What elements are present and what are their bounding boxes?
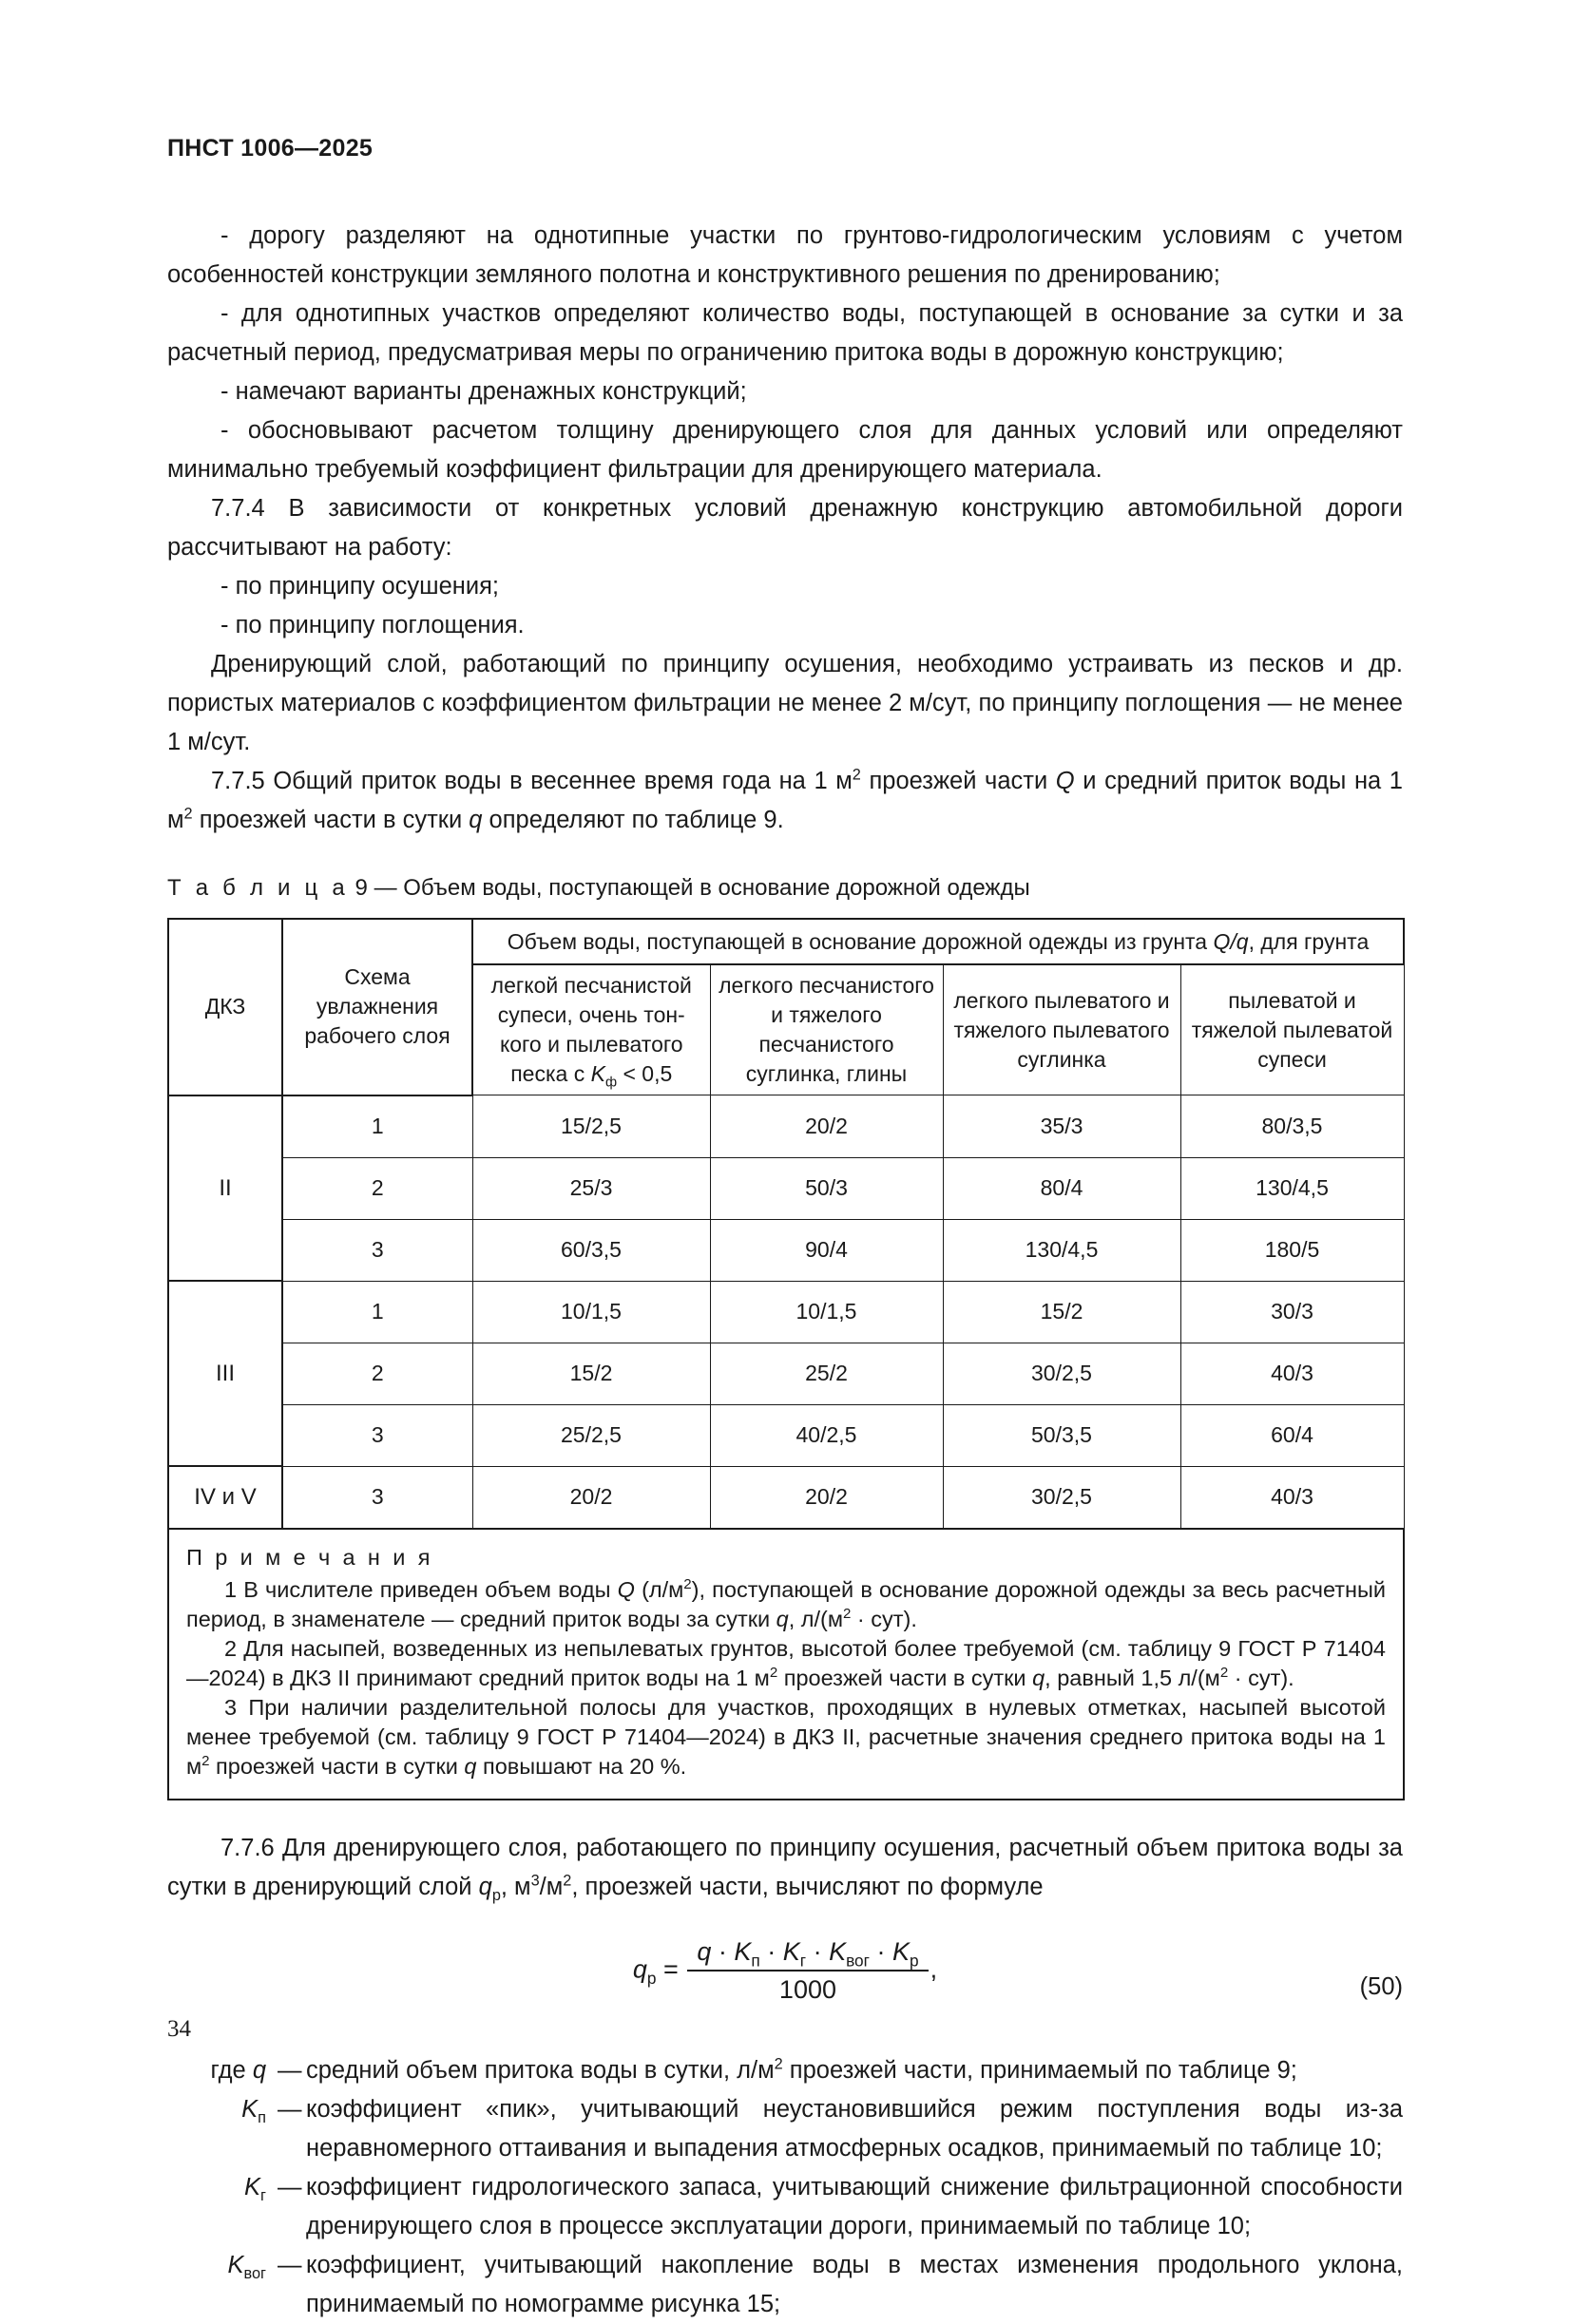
cell-value-2: 10/1,5 (710, 1281, 943, 1343)
page-header: ПНСТ 1006—2025 (167, 135, 374, 162)
soil1-line4-post: < 0,5 (617, 1061, 673, 1086)
clause-776-d: , проезжей части, вычисляют по формуле (571, 1873, 1044, 1900)
variable-K: K (590, 1061, 605, 1086)
cell-value-1: 60/3,5 (472, 1219, 710, 1281)
cell-value-2: 20/2 (710, 1095, 943, 1158)
superscript-two: 2 (1219, 1664, 1229, 1681)
definition-dash: — (278, 2056, 302, 2084)
cell-value-1: 10/1,5 (472, 1281, 710, 1343)
variable-q: q (1032, 1665, 1045, 1690)
definition-term (167, 2090, 278, 2168)
definition-term (167, 2168, 278, 2246)
variable-K-vog: K (829, 1936, 847, 1966)
cell-dkz-group-45: IV и V (168, 1466, 282, 1529)
cell-value-3: 35/3 (943, 1095, 1180, 1158)
formula-lhs-sub: р (646, 1968, 657, 1988)
cell-value-4: 130/4,5 (1180, 1157, 1404, 1219)
table-9 (167, 918, 1405, 1800)
header-span-pre: Объем воды, поступающей в основание дорожной одежды из грунта (507, 929, 1214, 954)
cell-value-2: 25/2 (710, 1343, 943, 1404)
cell-dkz-group-2: II (168, 1095, 282, 1282)
variable-K-p: K (734, 1936, 752, 1966)
cell-value-4: 180/5 (1180, 1219, 1404, 1281)
subscript-p: п (751, 1950, 760, 1970)
definition-description: коэффициент гидрологического запаса, учитывающий снижение фильтрационной способности дренирующего слоя в процессе эксплуатации дороги, принимаемый по таблице 10; (306, 2173, 1403, 2239)
cell-value-1: 25/2,5 (472, 1404, 710, 1466)
bullet-item-5: - по принципу осушения; (220, 573, 500, 600)
cell-value-2: 40/2,5 (710, 1404, 943, 1466)
definition-dash: — (278, 2251, 302, 2278)
notes-title: П р и м е ч а н и я (186, 1544, 433, 1570)
cell-value-4: 40/3 (1180, 1343, 1404, 1404)
variable-K: K (227, 2251, 244, 2278)
cell-scheme: 3 (282, 1219, 472, 1281)
note3-c: повышают на 20 %. (476, 1753, 687, 1779)
note1-a: 1 В числителе приведен объем воды (224, 1576, 618, 1602)
cell-value-1: 25/3 (472, 1157, 710, 1219)
cell-dkz-group-3: III (168, 1281, 282, 1466)
subscript-p: п (258, 2108, 266, 2126)
cell-value-4: 40/3 (1180, 1466, 1404, 1529)
clause-775-part-b: проезжей части (860, 768, 1056, 794)
cell-value-3: 130/4,5 (943, 1219, 1180, 1281)
definition-item-Kg (167, 2168, 1403, 2246)
header-span-qq: Q/q (1213, 929, 1249, 954)
formula-50-block (167, 1932, 1403, 2030)
definition-dash: — (278, 2173, 302, 2200)
note1-b: (л/м (634, 1576, 684, 1602)
table-row (168, 1095, 1404, 1158)
cell-value-3: 50/3,5 (943, 1404, 1180, 1466)
table-row (168, 1219, 1404, 1281)
subscript-vog: вог (243, 2264, 266, 2282)
note2-b: проезжей части в сутки (777, 1665, 1033, 1690)
subscript-g: г (799, 1950, 807, 1970)
header-cell-dkz: ДКЗ (168, 919, 282, 1095)
bullet-item-1: - дорогу разделяют на однотипные участки по грунтово-гидрологическим условиям с учетом особенностей конструкции земляного полотна и конструктивного решения по дренированию; (167, 222, 1403, 288)
table-notes-row (168, 1529, 1404, 1800)
clause-776-b: , м (500, 1873, 531, 1900)
soil1-line2: супеси, очень тон- (497, 1002, 685, 1027)
variable-K: K (244, 2173, 261, 2200)
note-1 (186, 1575, 1386, 1634)
superscript-two: 2 (683, 1575, 692, 1592)
header-cell-volume-span (472, 919, 1404, 964)
operator-dot-2: · (759, 1936, 783, 1966)
formula-denominator: 1000 (778, 1974, 836, 2004)
subscript-p: р (491, 1886, 501, 1904)
definition-desc-a: средний объем притока воды в сутки, л/м (306, 2056, 775, 2084)
cell-scheme: 1 (282, 1095, 472, 1158)
cell-value-1: 20/2 (472, 1466, 710, 1529)
clause-7-7-4: 7.7.4 В зависимости от конкретных условий дренажную конструкцию автомобильной дороги рассчитывают на работу: (167, 495, 1403, 561)
clause-775-part-a: 7.7.5 Общий приток воды в весеннее время года на 1 м (211, 768, 853, 794)
variable-q: q (464, 1753, 477, 1779)
note1-e: · сут). (851, 1606, 917, 1631)
definition-desc-b: проезжей части, принимаемый по таблице 9; (782, 2056, 1297, 2084)
formula-50 (167, 1937, 1403, 2005)
superscript-two: 2 (201, 1752, 210, 1769)
bullet-item-6: - по принципу поглощения. (220, 612, 525, 638)
superscript-two: 2 (843, 1605, 852, 1622)
note1-d: , л/(м (788, 1606, 844, 1631)
clause-775-part-e: проезжей части в сутки (192, 807, 470, 833)
subscript-r: р (909, 1950, 919, 1970)
formula-fraction (687, 1937, 928, 2005)
variable-Q: Q (1055, 768, 1075, 794)
note3-a: 3 При наличии разделительной полосы для участков, проходящих в нулевых отметках, насыпей высотой менее требуемой (см. таблицу 9 ГОСТ Р 71404—2024) в ДКЗ II, расчетные значения среднего притока воды на 1 м (186, 1694, 1386, 1779)
variable-K: K (241, 2095, 259, 2123)
cell-value-3: 80/4 (943, 1157, 1180, 1219)
definition-item-Kp (167, 2090, 1403, 2168)
clause-7-7-5 (167, 762, 1403, 840)
cell-value-2: 90/4 (710, 1219, 943, 1281)
cell-value-2: 20/2 (710, 1466, 943, 1529)
subscript-vog: вог (846, 1950, 870, 1970)
table-row (168, 1404, 1404, 1466)
table-notes (168, 1529, 1404, 1800)
variable-q: q (697, 1936, 712, 1966)
cell-value-1: 15/2 (472, 1343, 710, 1404)
soil1-line3: кого и пылеватого (499, 1032, 683, 1057)
header-cell-soil-2: легкого песчанистого и тяжелого песчанистого суглинка, глины (710, 964, 943, 1095)
clause-775-part-g: определяют по таблице 9. (482, 807, 784, 833)
definition-dash: — (278, 2095, 302, 2123)
operator-dot-3: · (806, 1936, 830, 1966)
clause-776-c: /м (539, 1873, 564, 1900)
definitions-list (167, 2051, 1403, 2324)
cell-scheme: 3 (282, 1466, 472, 1529)
page-content (167, 217, 1403, 2324)
table-caption (167, 872, 1403, 905)
note2-d: · сут). (1228, 1665, 1294, 1690)
variable-K-r: K (891, 1936, 910, 1966)
cell-scheme: 2 (282, 1157, 472, 1219)
table-row (168, 1466, 1404, 1529)
definition-item-Kvog (167, 2246, 1403, 2324)
operator-dot-1: · (711, 1936, 735, 1966)
definition-item-q (167, 2051, 1403, 2090)
note2-c: , равный 1,5 л/(м (1045, 1665, 1220, 1690)
paragraph-drainage-layer: Дренирующий слой, работающий по принципу осушения, необходимо устраивать из песков и др. пористых материалов с коэффициентом фильтрации не менее 2 м/сут, по принципу поглощения — не менее 1 м/сут. (167, 651, 1403, 755)
variable-Q: Q (617, 1576, 635, 1602)
cell-value-3: 15/2 (943, 1281, 1180, 1343)
soil1-line1: легкой песчанистой (490, 973, 692, 998)
variable-q: q (252, 2056, 266, 2084)
table-row (168, 1157, 1404, 1219)
variable-K-g: K (782, 1936, 800, 1966)
cell-value-3: 30/2,5 (943, 1466, 1180, 1529)
table-row (168, 1343, 1404, 1404)
header-span-post: , для грунта (1248, 929, 1370, 954)
subscript-g: г (260, 2186, 266, 2204)
variable-q: q (776, 1606, 789, 1631)
definition-term (167, 2051, 278, 2090)
formula-equals: = (663, 1954, 679, 1984)
clause-7-7-6 (167, 1829, 1403, 1907)
note3-b: проезжей части в сутки (209, 1753, 465, 1779)
table-caption-number: 9 (355, 875, 368, 901)
clause-776-a: 7.7.6 Для дренирующего слоя, работающего по принципу осушения, расчетный объем притока воды за сутки в дренирующий слой (167, 1834, 1403, 1900)
header-cell-soil-3: легкого пылеватого и тяжелого пылеватого суглинка (943, 964, 1180, 1095)
superscript-two: 2 (852, 766, 861, 784)
cell-value-3: 30/2,5 (943, 1343, 1180, 1404)
table-caption-label: Т а б л и ц а (167, 875, 349, 901)
soil1-line4-pre: песка с (510, 1061, 591, 1086)
variable-q: q (469, 807, 483, 833)
definition-description: коэффициент «пик», учитывающий неустановившийся режим поступления воды из-за неравномерного оттаивания и выпадения атмосферных осадков, принимаемый по таблице 10; (306, 2095, 1403, 2162)
superscript-two: 2 (774, 2055, 783, 2072)
cell-value-2: 50/3 (710, 1157, 943, 1219)
bullet-item-2: - для однотипных участков определяют количество воды, поступающей в основание за сутки и за расчетный период, предусматривая меры по ограничению притока воды в дорожную конструкцию; (167, 300, 1403, 366)
subscript-f: ф (604, 1075, 618, 1091)
cell-value-1: 15/2,5 (472, 1095, 710, 1158)
cell-scheme: 1 (282, 1281, 472, 1343)
table-header-row-1 (168, 919, 1404, 964)
note-3 (186, 1693, 1386, 1781)
note2-a: 2 Для насыпей, возведенных из непылеватых грунтов, высотой более требуемой (см. таблицу 9 ГОСТ Р 71404—2024) в ДКЗ II принимают средний приток воды на 1 м (186, 1635, 1386, 1690)
table-caption-title: — Объем воды, поступающей в основание дорожной одежды (374, 875, 1030, 901)
formula-lhs-var: q (632, 1954, 647, 1984)
cell-value-4: 80/3,5 (1180, 1095, 1404, 1158)
note1-c: ), поступающей в основание дорожной одежды за весь расчетный период, в знаменателе — средний приток воды за сутки (186, 1576, 1386, 1631)
definitions-intro: где (210, 2056, 246, 2084)
superscript-two: 2 (769, 1664, 778, 1681)
note-2 (186, 1634, 1386, 1693)
page-number: 34 (167, 2016, 191, 2042)
variable-qp: q (478, 1873, 492, 1900)
bullet-item-3: - намечают варианты дренажных конструкций; (220, 378, 747, 405)
header-cell-soil-1 (472, 964, 710, 1095)
operator-dot-4: · (869, 1936, 892, 1966)
formula-comma: , (930, 1954, 938, 1984)
cell-scheme: 2 (282, 1343, 472, 1404)
header-cell-soil-4: пылеватой и тяжелой пылеватой супеси (1180, 964, 1404, 1095)
bullet-item-4: - обосновывают расчетом толщину дренирующего слоя для данных условий или определяют минимально требуемый коэффициент фильтрации для дренирующего материала. (167, 417, 1403, 483)
cell-value-4: 60/4 (1180, 1404, 1404, 1466)
definition-description: коэффициент, учитывающий накопление воды в местах изменения продольного уклона, принимаемый по номограмме рисунка 15; (306, 2251, 1403, 2317)
definition-term (167, 2246, 278, 2324)
header-cell-scheme: Схема увлажнения рабочего слоя (282, 919, 472, 1095)
superscript-two: 2 (563, 1872, 572, 1889)
formula-numerator (687, 1937, 928, 1972)
formula-number: (50) (1359, 1972, 1403, 2000)
clause-775-part-d: и средний приток воды на 1 м (167, 768, 1403, 833)
superscript-three: 3 (530, 1872, 540, 1889)
table-row (168, 1281, 1404, 1343)
definition-description (306, 2051, 1403, 2090)
cell-value-4: 30/3 (1180, 1281, 1404, 1343)
cell-scheme: 3 (282, 1404, 472, 1466)
superscript-two: 2 (183, 805, 193, 823)
